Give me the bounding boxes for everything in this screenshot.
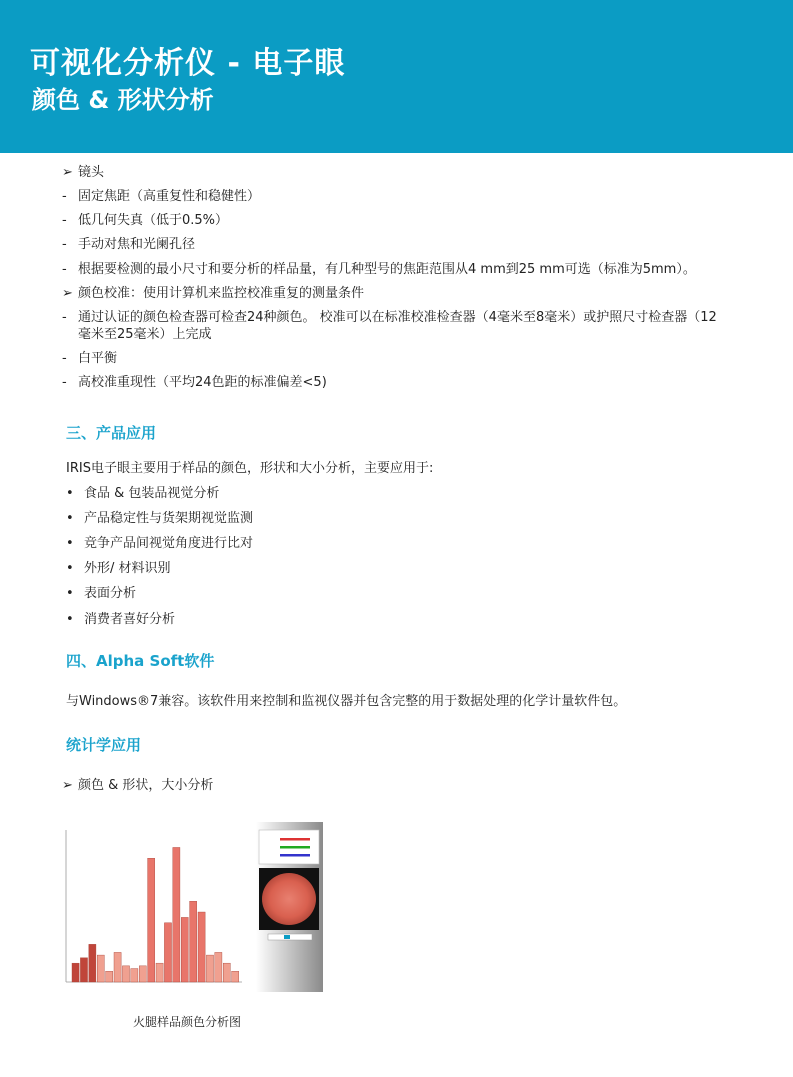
bar-17 [206,955,213,982]
spec-line [62,374,327,391]
stats-marker: ➢ [62,778,73,793]
bar-15 [190,901,197,982]
spec-text: 白平衡 [78,351,118,366]
spec-marker: - [62,213,67,228]
list-item-text: 食品 & 包装品视觉分析 [84,486,220,501]
spec-text: 颜色校准：使用计算机来监控校准重复的测量条件 [78,286,365,301]
list-item: • 消费者喜好分析 [66,612,176,627]
bar-12 [164,923,171,982]
list-item-text: 消费者喜好分析 [84,612,176,627]
list-item: • 竞争产品间视觉角度进行比对 [66,536,254,551]
spec-text: 手动对焦和光阑孔径 [78,237,196,252]
bar-7 [122,966,129,982]
spec-line [62,188,260,205]
bar-9 [139,966,146,982]
spec-marker: ➢ [62,165,73,180]
bar-11 [156,963,163,982]
bar-1 [72,963,79,982]
spec-line [62,309,717,326]
bar-19 [223,963,230,982]
spec-text: 高校准重现性（平均24色距的标准偏差<5) [78,375,327,390]
bar-18 [215,952,222,982]
section-heading-software: 四、Alpha Soft软件 [66,652,215,670]
spec-marker: - [62,375,67,390]
spec-marker: - [62,189,67,204]
page-title: 可视化分析仪 - 电子眼 [30,46,346,81]
spec-line [62,164,104,181]
stats-item [62,777,213,794]
bar-6 [114,952,121,982]
spec-text: 根据要检测的最小尺寸和要分析的样品量，有几种型号的焦距范围从4 mm到25 mm可选（标准为5mm）。 [78,262,696,277]
spec-text: 固定焦距（高重复性和稳健性） [78,189,261,204]
spec-marker: - [62,237,67,252]
bar-2 [80,958,87,982]
spec-line [62,350,117,367]
bar-13 [173,847,180,982]
spec-line [62,261,696,278]
list-item-text: 表面分析 [84,586,137,601]
bar-10 [148,858,155,982]
spec-marker: - [62,262,67,277]
spec-marker: - [62,351,67,366]
bar-5 [106,971,113,982]
bar-4 [97,955,104,982]
section-heading-statistics: 统计学应用 [66,736,142,754]
list-item: • 表面分析 [66,586,137,601]
color-analysis-bar-chart [62,826,250,994]
bars-group [72,847,239,982]
bar-8 [131,969,138,982]
spec-marker: ➢ [62,286,73,301]
bar-20 [232,971,239,982]
figure-caption: 火腿样品颜色分析图 [133,1015,242,1029]
spec-line [62,212,228,229]
list-item-text: 竞争产品间视觉角度进行比对 [84,536,254,551]
section-heading-applications: 三、产品应用 [66,424,157,442]
list-item: • 食品 & 包装品视觉分析 [66,486,220,501]
software-screenshot-image [256,822,323,992]
page-subtitle: 颜色 & 形状分析 [32,86,214,114]
bar-3 [89,944,96,982]
bar-16 [198,912,205,982]
spec-text: 通过认证的颜色检查器可检查24种颜色。 校准可以在标准校准检查器（4毫米至8毫米）或护照尺寸检查器（12 [78,310,717,325]
list-item-text: 产品稳定性与货架期视觉监测 [84,511,254,526]
spec-text: 镜头 [78,165,105,180]
header-banner [0,0,793,153]
list-item-text: 外形/ 材料识别 [84,561,171,576]
spec-text: 毫米至25毫米）上完成 [78,327,212,342]
bar-14 [181,917,188,982]
applications-intro: IRIS电子眼主要用于样品的颜色，形状和大小分析，主要应用于: [66,461,434,476]
spec-line-continuation [78,326,212,343]
list-item: • 产品稳定性与货架期视觉监测 [66,511,254,526]
software-description: 与Windows®7兼容。该软件用来控制和监视仪器并包含完整的用于数据处理的化学计量软件包。 [66,694,627,709]
list-item: • 外形/ 材料识别 [66,561,171,576]
ham-sample-image [262,873,316,925]
spec-text: 低几何失真（低于0.5%） [78,213,229,228]
stats-item-text: 颜色 & 形状，大小分析 [78,778,214,793]
spec-marker: - [62,310,67,325]
spec-line [62,285,364,302]
spec-line [62,236,195,253]
